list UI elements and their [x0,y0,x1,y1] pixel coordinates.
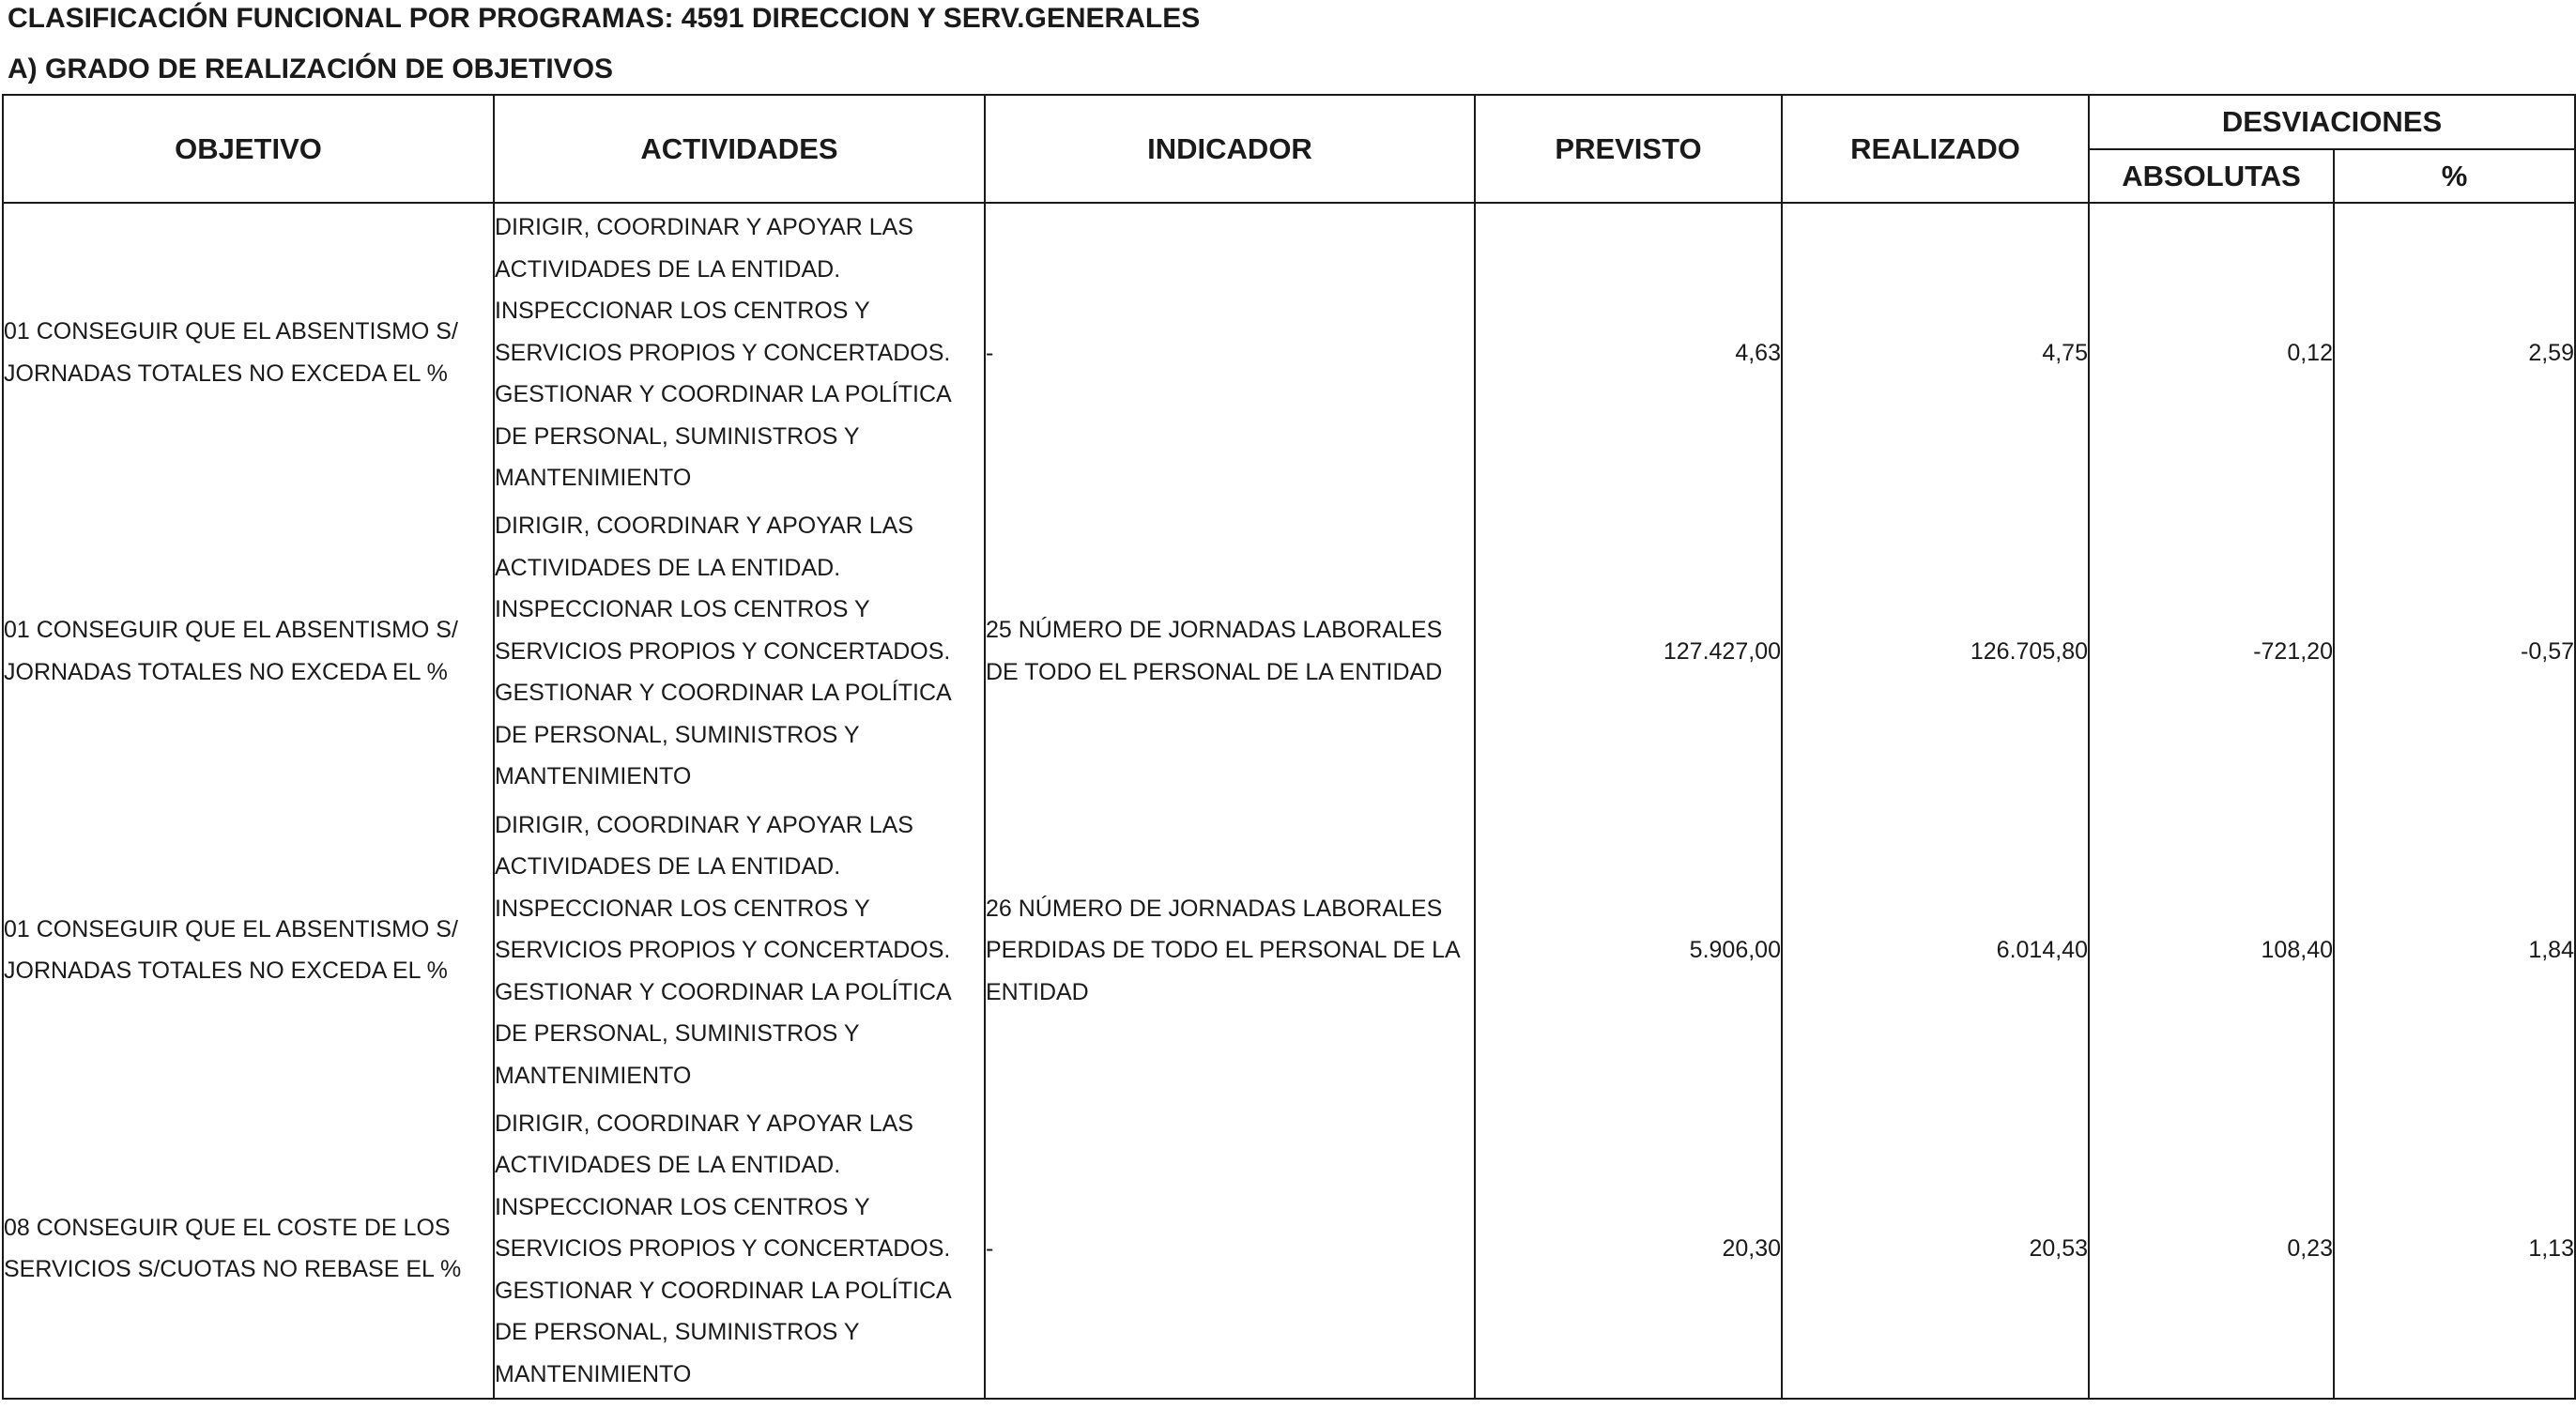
previsto-cell: 20,30 [1475,1100,1782,1400]
realizado-cell: 126.705,80 [1782,502,2089,802]
absolutas-cell: -721,20 [2089,502,2334,802]
column-header-absolutas: ABSOLUTAS [2089,149,2334,203]
actividades-cell: DIRIGIR, COORDINAR Y APOYAR LAS ACTIVIDADES DE LA ENTIDAD. INSPECCIONAR LOS CENTROS Y SERVICIOS PROPIOS Y CONCERTADOS. GESTIONAR Y COORDINAR LA POLÍTICA DE PERSONAL, SUMINISTROS Y MANTENIMIENTO [494,801,985,1100]
objetivo-cell: 01 CONSEGUIR QUE EL ABSENTISMO S/ JORNADAS TOTALES NO EXCEDA EL % [3,203,494,502]
column-header-porcentaje: % [2334,149,2575,203]
section-title: A) GRADO DE REALIZACIÓN DE OBJETIVOS [8,54,614,84]
objectives-table [2,94,2576,1400]
absolutas-cell: 0,12 [2089,203,2334,502]
previsto-cell: 4,63 [1475,203,1782,502]
porcentaje-cell: 1,13 [2334,1100,2575,1400]
realizado-cell: 4,75 [1782,203,2089,502]
indicador-cell: - [985,1100,1475,1400]
porcentaje-cell: 1,84 [2334,801,2575,1100]
indicador-cell: - [985,203,1475,502]
objetivo-cell: 08 CONSEGUIR QUE EL COSTE DE LOS SERVICIOS S/CUOTAS NO REBASE EL % [3,1100,494,1400]
column-header-indicador: INDICADOR [985,95,1475,203]
previsto-cell: 127.427,00 [1475,502,1782,802]
absolutas-cell: 0,23 [2089,1100,2334,1400]
porcentaje-cell: -0,57 [2334,502,2575,802]
table-row [3,801,2575,1100]
realizado-cell: 20,53 [1782,1100,2089,1400]
column-header-actividades: ACTIVIDADES [494,95,985,203]
actividades-cell: DIRIGIR, COORDINAR Y APOYAR LAS ACTIVIDADES DE LA ENTIDAD. INSPECCIONAR LOS CENTROS Y SERVICIOS PROPIOS Y CONCERTADOS. GESTIONAR Y COORDINAR LA POLÍTICA DE PERSONAL, SUMINISTROS Y MANTENIMIENTO [494,203,985,502]
absolutas-cell: 108,40 [2089,801,2334,1100]
porcentaje-cell: 2,59 [2334,203,2575,502]
column-header-objetivo: OBJETIVO [3,95,494,203]
indicador-cell: 26 NÚMERO DE JORNADAS LABORALES PERDIDAS DE TODO EL PERSONAL DE LA ENTIDAD [985,801,1475,1100]
table-row [3,203,2575,502]
column-header-desviaciones: DESVIACIONES [2089,95,2575,149]
actividades-cell: DIRIGIR, COORDINAR Y APOYAR LAS ACTIVIDADES DE LA ENTIDAD. INSPECCIONAR LOS CENTROS Y SERVICIOS PROPIOS Y CONCERTADOS. GESTIONAR Y COORDINAR LA POLÍTICA DE PERSONAL, SUMINISTROS Y MANTENIMIENTO [494,502,985,802]
indicador-cell: 25 NÚMERO DE JORNADAS LABORALES DE TODO EL PERSONAL DE LA ENTIDAD [985,502,1475,802]
objetivo-cell: 01 CONSEGUIR QUE EL ABSENTISMO S/ JORNADAS TOTALES NO EXCEDA EL % [3,502,494,802]
column-header-previsto: PREVISTO [1475,95,1782,203]
column-header-realizado: REALIZADO [1782,95,2089,203]
previsto-cell: 5.906,00 [1475,801,1782,1100]
objetivo-cell: 01 CONSEGUIR QUE EL ABSENTISMO S/ JORNADAS TOTALES NO EXCEDA EL % [3,801,494,1100]
table-row [3,1100,2575,1400]
realizado-cell: 6.014,40 [1782,801,2089,1100]
actividades-cell: DIRIGIR, COORDINAR Y APOYAR LAS ACTIVIDADES DE LA ENTIDAD. INSPECCIONAR LOS CENTROS Y SERVICIOS PROPIOS Y CONCERTADOS. GESTIONAR Y COORDINAR LA POLÍTICA DE PERSONAL, SUMINISTROS Y MANTENIMIENTO [494,1100,985,1400]
table-row [3,502,2575,802]
page-title: CLASIFICACIÓN FUNCIONAL POR PROGRAMAS: 4591 DIRECCION Y SERV.GENERALES [8,3,1201,34]
